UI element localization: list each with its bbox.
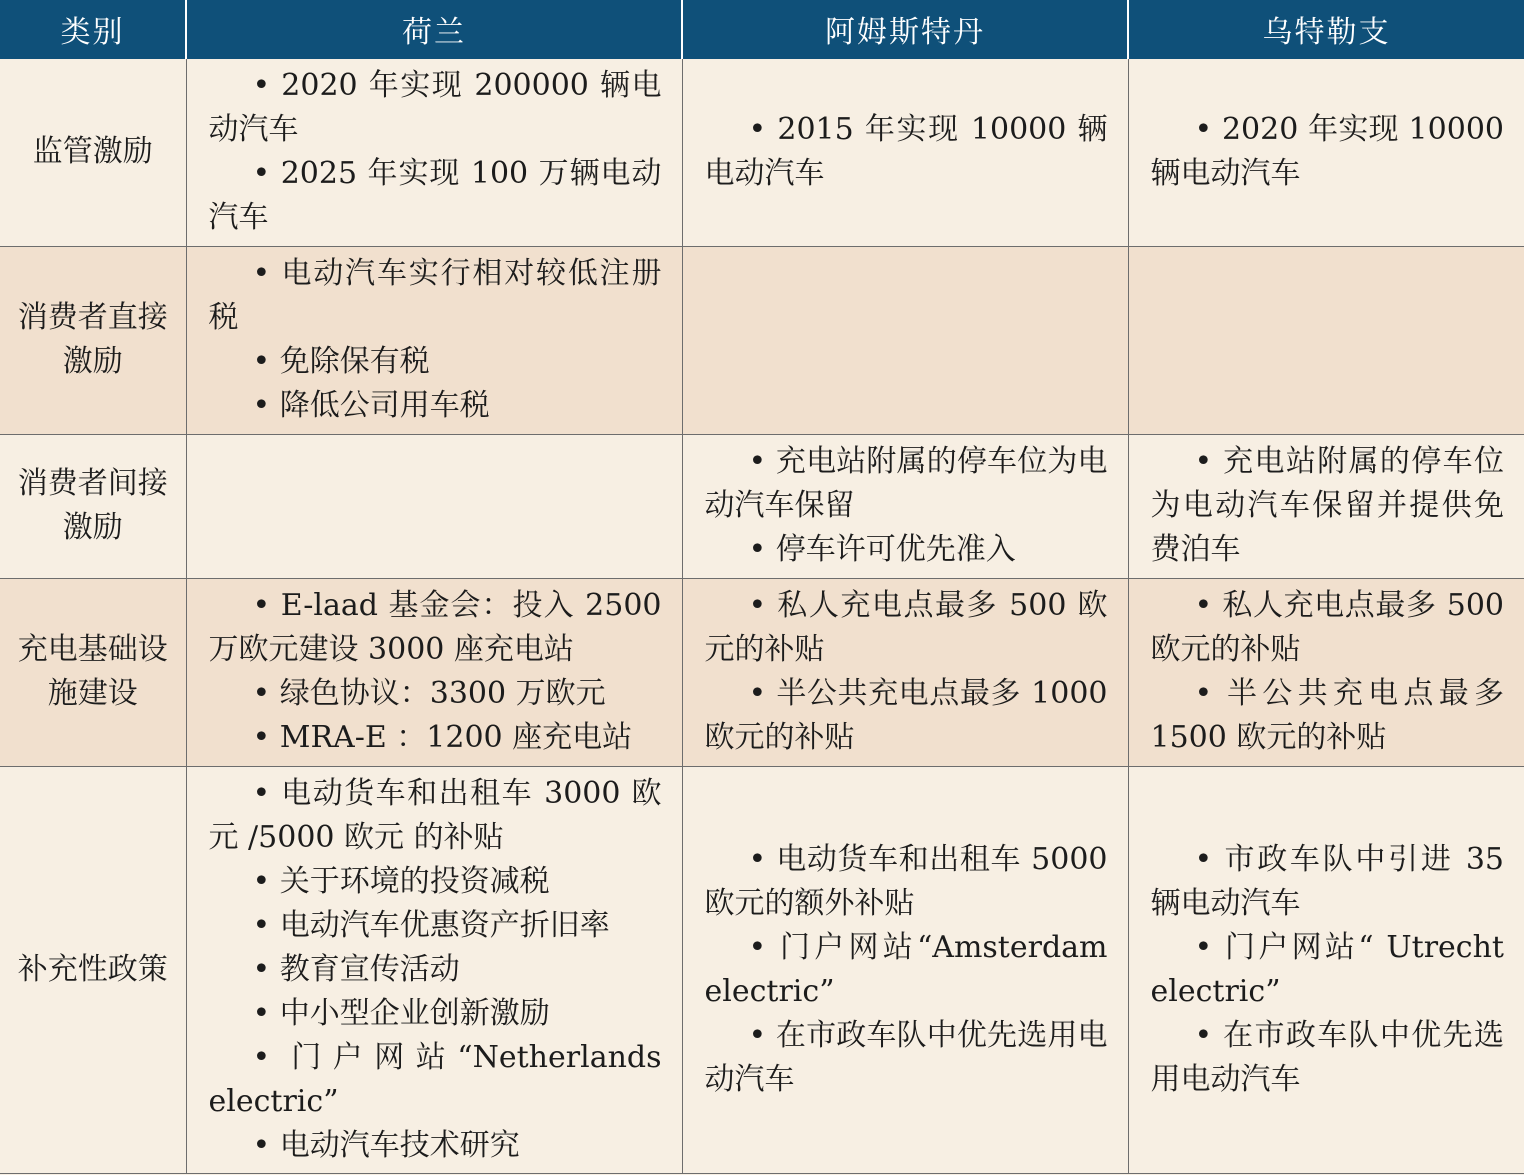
- utrecht-cell: [1128, 578, 1524, 766]
- list-item: • 教育宣传活动: [209, 948, 662, 992]
- list-item: • 在市政车队中优先选用电动汽车: [705, 1014, 1108, 1102]
- table-row: [0, 246, 1524, 434]
- list-item: • 电动汽车技术研究: [209, 1124, 662, 1168]
- utrecht-cell: [1128, 58, 1524, 246]
- table-row: [0, 578, 1524, 766]
- header-row: [0, 0, 1524, 58]
- list-item: • 电动汽车优惠资产折旧率: [209, 904, 662, 948]
- category-cell: 补充性政策: [0, 766, 186, 1173]
- header-netherlands: 荷兰: [186, 0, 682, 58]
- list-item: • 电动汽车实行相对较低注册税: [209, 252, 662, 340]
- list-item: • 免除保有税: [209, 340, 662, 384]
- netherlands-cell: [186, 766, 682, 1173]
- list-item: • 绿色协议：3300 万欧元: [209, 672, 662, 716]
- list-item: • 中小型企业创新激励: [209, 992, 662, 1036]
- amsterdam-cell: [682, 766, 1128, 1173]
- amsterdam-cell: [682, 246, 1128, 434]
- list-item: • 电动货车和出租车 5000 欧元的额外补贴: [705, 838, 1108, 926]
- list-item: • 电动货车和出租车 3000 欧元 /5000 欧元 的补贴: [209, 772, 662, 860]
- list-item: • 充电站附属的停车位为电动汽车保留并提供免费泊车: [1151, 440, 1505, 572]
- table-row: [0, 58, 1524, 246]
- list-item: • 降低公司用车税: [209, 384, 662, 428]
- list-item: • MRA-E ：1200 座充电站: [209, 716, 662, 760]
- list-item: • 半公共充电点最多 1500 欧元的补贴: [1151, 672, 1505, 760]
- list-item: • 在市政车队中优先选用电动汽车: [1151, 1014, 1505, 1102]
- list-item: • 2020 年实现 10000 辆电动汽车: [1151, 108, 1505, 196]
- category-cell: 消费者间接激励: [0, 434, 186, 578]
- list-item: • 私人充电点最多 500 欧元的补贴: [705, 584, 1108, 672]
- netherlands-cell: [186, 58, 682, 246]
- list-item: • 门户网站“ Utrecht electric”: [1151, 926, 1505, 1014]
- amsterdam-cell: [682, 434, 1128, 578]
- header-utrecht: 乌特勒支: [1128, 0, 1524, 58]
- utrecht-cell: [1128, 246, 1524, 434]
- list-item: • E-laad 基金会：投入 2500 万欧元建设 3000 座充电站: [209, 584, 662, 672]
- list-item: • 门户网站“Netherlands electric”: [209, 1036, 662, 1124]
- netherlands-cell: [186, 434, 682, 578]
- list-item: • 充电站附属的停车位为电动汽车保留: [705, 440, 1108, 528]
- table-row: [0, 434, 1524, 578]
- list-item: • 关于环境的投资减税: [209, 860, 662, 904]
- list-item: • 门户网站“Amsterdam electric”: [705, 926, 1108, 1014]
- amsterdam-cell: [682, 578, 1128, 766]
- list-item: • 市政车队中引进 35 辆电动汽车: [1151, 838, 1505, 926]
- amsterdam-cell: [682, 58, 1128, 246]
- netherlands-cell: [186, 246, 682, 434]
- list-item: • 半公共充电点最多 1000 欧元的补贴: [705, 672, 1108, 760]
- list-item: • 私人充电点最多 500 欧元的补贴: [1151, 584, 1505, 672]
- header-category: 类别: [0, 0, 186, 58]
- category-cell: 监管激励: [0, 58, 186, 246]
- netherlands-cell: [186, 578, 682, 766]
- list-item: • 2015 年实现 10000 辆电动汽车: [705, 108, 1108, 196]
- utrecht-cell: [1128, 766, 1524, 1173]
- header-amsterdam: 阿姆斯特丹: [682, 0, 1128, 58]
- category-cell: 充电基础设施建设: [0, 578, 186, 766]
- list-item: • 2025 年实现 100 万辆电动汽车: [209, 152, 662, 240]
- category-cell: 消费者直接激励: [0, 246, 186, 434]
- list-item: • 2020 年实现 200000 辆电动汽车: [209, 64, 662, 152]
- list-item: • 停车许可优先准入: [705, 528, 1108, 572]
- table-row: [0, 766, 1524, 1173]
- utrecht-cell: [1128, 434, 1524, 578]
